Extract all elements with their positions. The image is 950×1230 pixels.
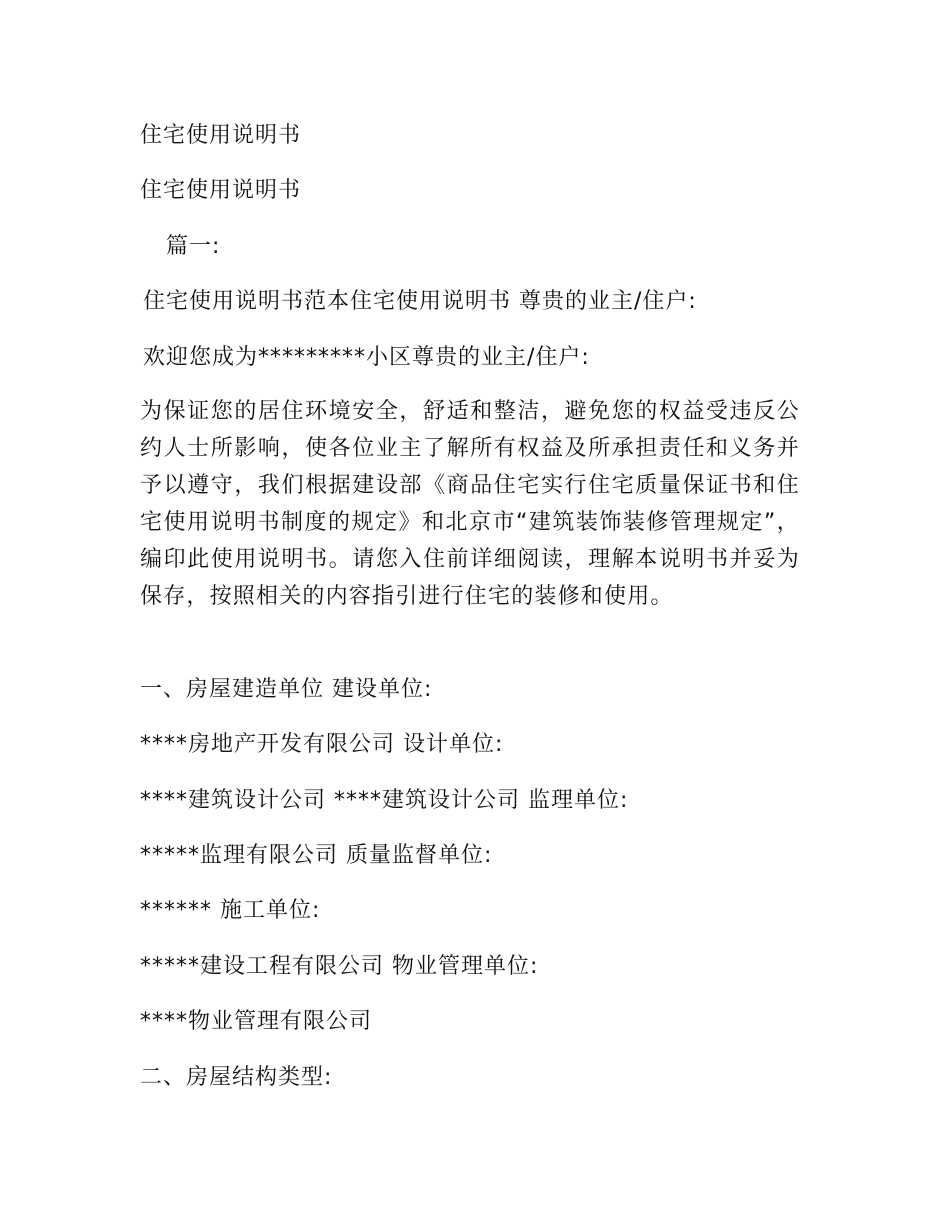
section2-heading: 二、房屋结构类型: bbox=[140, 1065, 333, 1090]
document-subtitle: 住宅使用说明书 bbox=[140, 178, 302, 203]
welcome-line: 欢迎您成为*********小区尊贵的业主/住户: bbox=[143, 345, 590, 370]
section1-heading: 一、房屋建造单位 建设单位: bbox=[140, 677, 433, 702]
section1-line-design: ****建筑设计公司 ****建筑设计公司 监理单位: bbox=[140, 788, 629, 813]
body-paragraph: 为保证您的居住环境安全，舒适和整洁，避免您的权益受违反公约人士所影响，使各位业主了解所有权益及所承担责任和义务并予以遵守，我们根据建设部《商品住宅实行住宅质量保证书和住宅使用说明书制度的规定》和北京市“建筑装饰装修管理规定”，编印此使用说明书。请您入住前详细阅读，理解本说明书并妥为保存，按照相关的内容指引进行住宅的装修和使用。 bbox=[140, 399, 800, 609]
part-label: 篇一: bbox=[166, 234, 221, 259]
document-title: 住宅使用说明书 bbox=[140, 123, 302, 148]
intro-line: 住宅使用说明书范本住宅使用说明书 尊贵的业主/住户: bbox=[143, 289, 697, 314]
section1-line-supervision: *****监理有限公司 质量监督单位: bbox=[140, 843, 493, 868]
section1-line-quality: ****** 施工单位: bbox=[140, 898, 321, 923]
section1-line-developer: ****房地产开发有限公司 设计单位: bbox=[140, 732, 504, 757]
section1-line-property: ****物业管理有限公司 bbox=[140, 1009, 373, 1034]
section1-line-construction: *****建设工程有限公司 物业管理单位: bbox=[140, 954, 539, 979]
